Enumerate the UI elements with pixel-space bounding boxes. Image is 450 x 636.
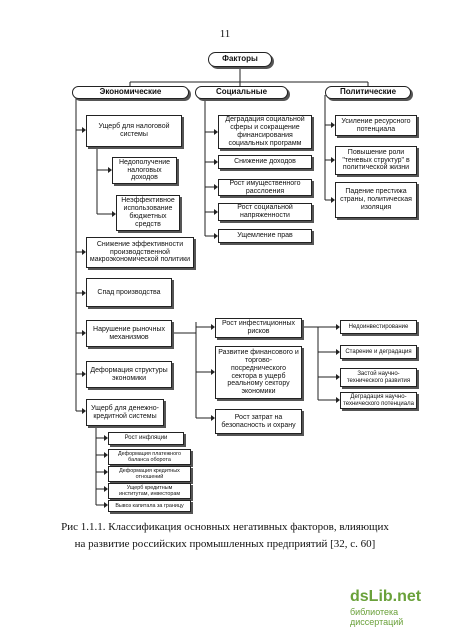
- credit-capital-flight: Вывоз капитала за границу: [108, 500, 191, 512]
- category-political: Политические: [325, 86, 411, 99]
- market-investment-risks: Рост инфестиционных рисков: [215, 318, 302, 338]
- political-prestige-fall: Падение престижа страны, политическая изоляция: [335, 182, 417, 218]
- social-rights-infringement: Ущемление прав: [218, 229, 312, 243]
- social-sphere-degradation: Деградация социальной сферы и сокращение финансирования социальных программ: [218, 115, 312, 149]
- watermark-subtitle: библиотека диссертаций: [350, 607, 404, 627]
- root-node: Факторы: [208, 52, 272, 67]
- watermark-logo: dsLib.net: [350, 588, 422, 605]
- category-economic: Экономические: [72, 86, 189, 99]
- page-number: 11: [219, 28, 231, 40]
- credit-institutions-damage: Ущерб кредитным институтам, инвесторам: [108, 483, 191, 499]
- figure-caption-line2: на развитие российских промышленных предприятий [32, с. 60]: [74, 538, 376, 550]
- investment-underinvestment: Недоинвестирование: [340, 320, 417, 334]
- political-resource-potential: Усиление ресурсного потенциала: [335, 115, 417, 136]
- economic-credit-system-damage: Ущерб для денежно-кредитной системы: [86, 399, 164, 426]
- tax-inefficient-spending: Неэффективное использование бюджетных средств: [116, 195, 180, 231]
- social-income-decline: Снижение доходов: [218, 155, 312, 169]
- political-shadow-structures: Повышение роли "теневых структур" в политической жизни: [335, 146, 417, 175]
- investment-tech-stagnation: Застой научно-технического развития: [340, 368, 417, 387]
- figure-caption-line1: Рис 1.1.1. Классификация основных негативных факторов, влияющих: [61, 521, 389, 533]
- credit-inflation: Рост инфляции: [108, 432, 184, 445]
- economic-structure-deformation: Деформация структуры экономики: [86, 361, 172, 388]
- market-security-costs: Рост затрат на безопасность и охрану: [215, 409, 302, 434]
- category-social: Социальные: [195, 86, 288, 99]
- economic-production-decline: Спад производства: [86, 278, 172, 307]
- social-tension-growth: Рост социальной напряженности: [218, 203, 312, 221]
- market-intermediary-sector: Развитие финансового и торгово-посреднического сектора в ущерб реальному сектору экономики: [215, 346, 302, 399]
- investment-tech-degradation: Деградация научно-технического потенциала: [340, 392, 417, 409]
- investment-aging: Старение и деградация: [340, 345, 417, 359]
- credit-relations-deformation: Деформация кредитных отношений: [108, 466, 191, 482]
- social-wealth-stratification: Рост имущественного расслоения: [218, 179, 312, 196]
- economic-policy-efficiency: Снижение эффективности производственной макроэкономической политики: [86, 237, 194, 268]
- economic-market-disruption: Нарушение рыночных механизмов: [86, 320, 172, 347]
- tax-underreceipt: Недополучение налоговых доходов: [112, 157, 177, 184]
- economic-tax-damage: Ущерб для налоговой системы: [86, 115, 182, 147]
- credit-payment-balance: Деформация платежного баланса оборота: [108, 449, 191, 465]
